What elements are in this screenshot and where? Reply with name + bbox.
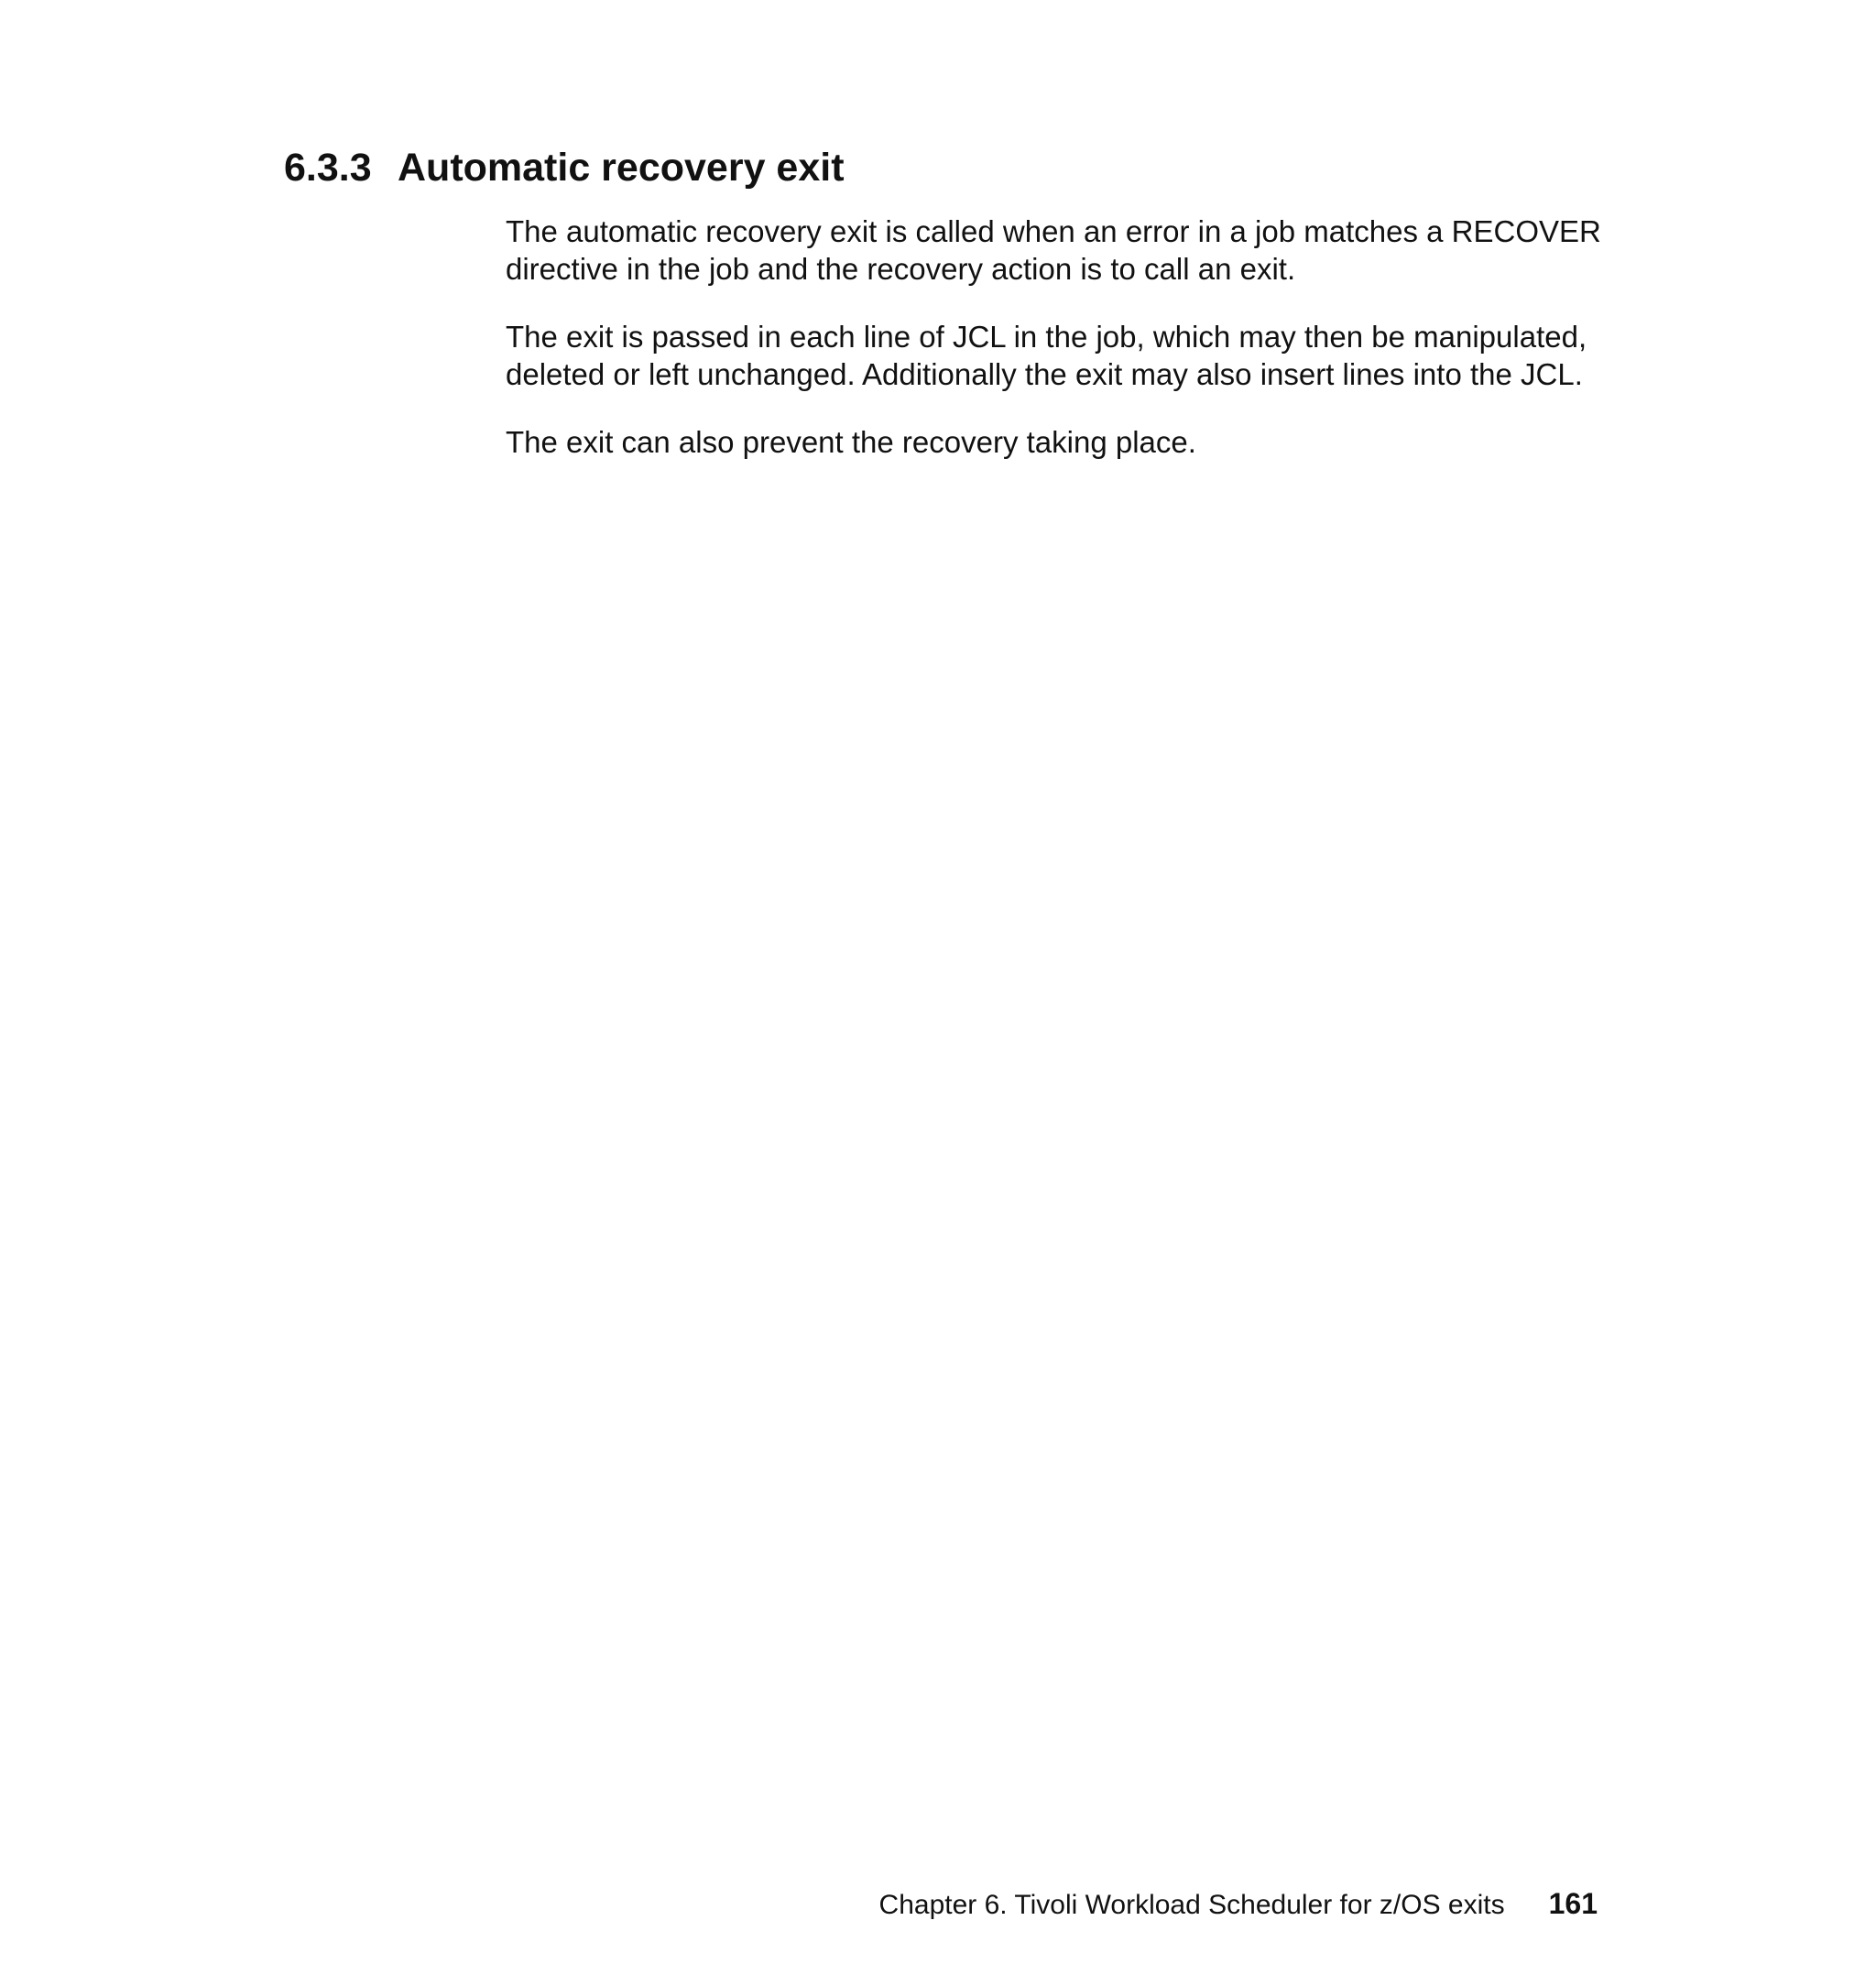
paragraph: The exit can also prevent the recovery taking place. <box>506 425 1196 459</box>
section-number: 6.3.3 <box>284 146 372 190</box>
paragraph: The automatic recovery exit is called when an error in a job matches a RECOVER directive in the job and the recovery action is to call an exit. <box>506 214 1601 286</box>
body-text <box>506 213 1651 491</box>
section-heading <box>284 143 845 192</box>
page-footer <box>879 1885 1598 1924</box>
footer-chapter-title: Chapter 6. Tivoli Workload Scheduler for z/OS exits <box>878 1890 1505 1920</box>
paragraph: The exit is passed in each line of JCL in the job, which may then be manipulated, deleted or left unchanged. Additionally the exit may also insert lines into the JCL. <box>506 320 1587 391</box>
page-number: 161 <box>1548 1887 1598 1920</box>
section-title: Automatic recovery exit <box>398 146 845 190</box>
